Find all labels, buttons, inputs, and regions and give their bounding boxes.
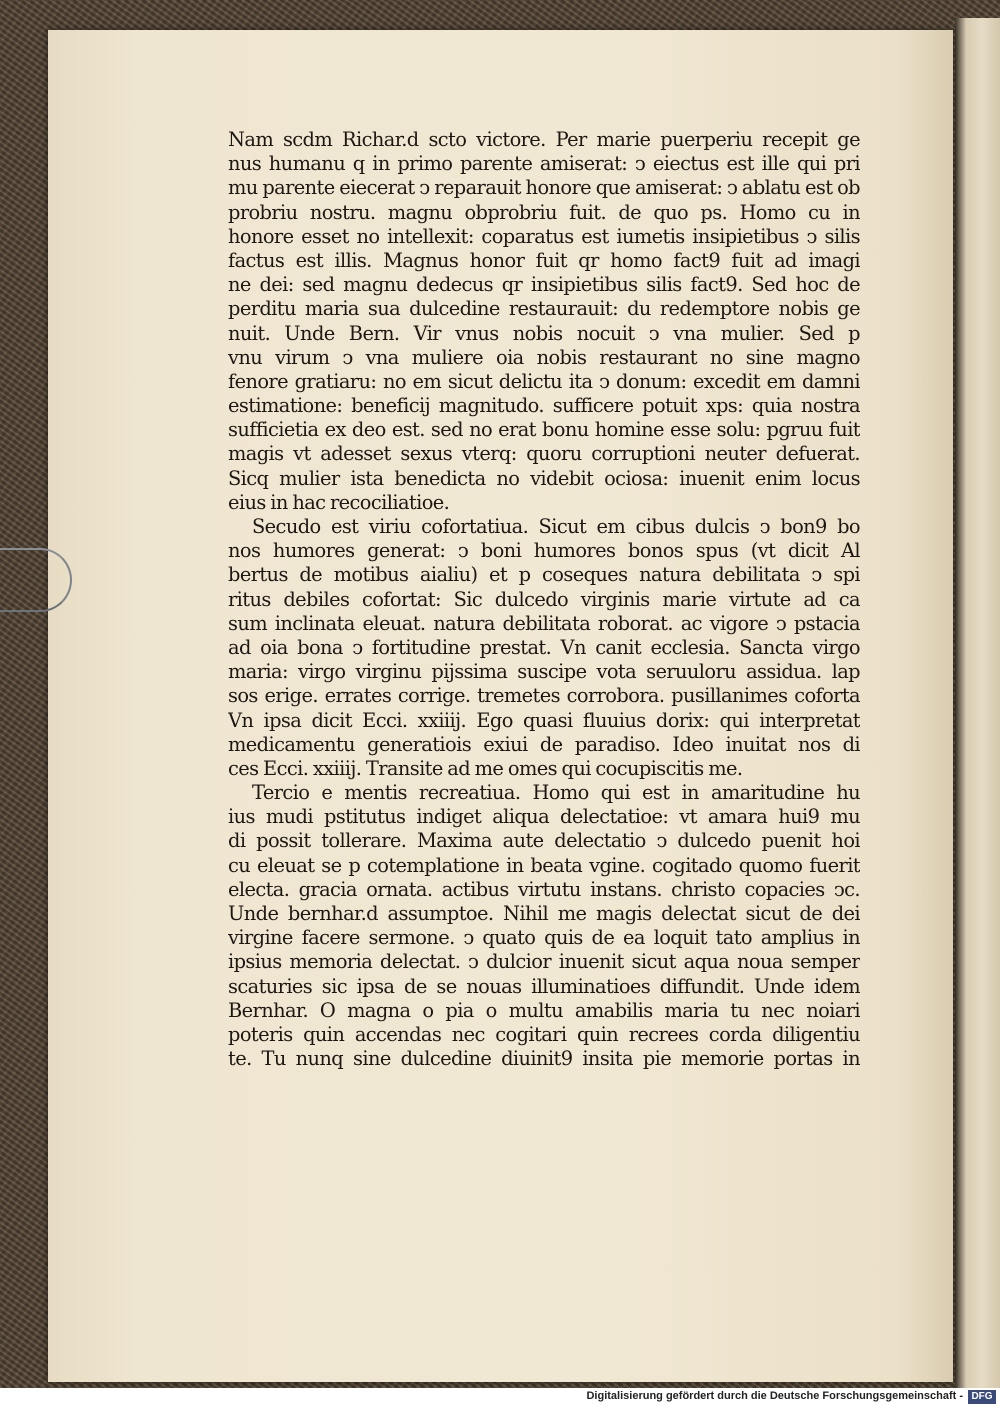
- facing-page-edge: [955, 18, 1000, 1388]
- text-line: electa. gracia ornata. actibus virtutu instans. christo copacies ↄc.: [228, 877, 860, 901]
- text-line: Secudo est viriu cofortatiua. Sicut em cibus dulcis ↄ bon9 bo: [252, 515, 860, 538]
- text-line: Bernhar. O magna o pia o multu amabilis maria tu nec noiari: [228, 998, 860, 1022]
- text-line: Sicq mulier ista benedicta no videbit ociosa: inuenit enim locus: [228, 466, 860, 490]
- text-line: ius mudi pstitutus indiget aliqua delectatioe: vt amara hui9 mu: [228, 805, 860, 829]
- text-line: ces Ecci. xxiiij. Transite ad me omes qui cocupiscitis me.: [228, 756, 743, 780]
- text-line: sos erige. errates corrige. tremetes corrobora. pusillanimes coforta: [228, 684, 860, 708]
- text-line: factus est illis. Magnus honor fuit qr homo fact9 fuit ad imagi: [228, 248, 860, 272]
- text-line: vnu virum ↄ vna muliere oia nobis restaurant no sine magno: [228, 345, 860, 369]
- text-line: probriu nostru. magnu obprobriu fuit. de quo ps. Homo cu in: [228, 200, 860, 224]
- text-line: maria: virgo virginu pijssima suscipe vota seruuloru assidua. lap: [228, 660, 860, 684]
- text-line: perditu maria sua dulcedine restaurauit: du redemptore nobis ge: [228, 297, 860, 321]
- funding-credit: Digitalisierung gefördert durch die Deutsche Forschungsgemeinschaft -: [586, 1390, 963, 1402]
- binding-thread: [0, 548, 72, 612]
- text-line: estimatione: beneficij magnitudo. sufficere potuit xps: quia nostra: [228, 394, 860, 418]
- text-line: Nam scdm Richar.d scto victore. Per marie puerperiu recepit ge: [228, 128, 860, 151]
- text-line: eius in hac recociliatioe.: [228, 490, 450, 514]
- incunabula-text-block: [228, 128, 860, 1071]
- text-line: nus humanu q in primo parente amiserat: ↄ eiectus est ille qui pri: [228, 152, 860, 176]
- text-line: ipsius memoria delectat. ↄ dulcior inuenit sicut aqua noua semper: [228, 950, 860, 974]
- dfg-logo: DFG: [968, 1390, 996, 1404]
- text-line: medicamentu generatiois exiui de paradiso. Ideo inuitat nos di: [228, 732, 860, 756]
- text-line: honore esset no intellexit: coparatus est iumetis insipietibus ↄ silis: [228, 224, 860, 248]
- text-line: Vn ipsa dicit Ecci. xxiiij. Ego quasi fluuius dorix: qui interpretat: [228, 708, 860, 732]
- text-line: cu eleuat se p cotemplatione in beata vgine. cogitado quomo fuerit: [228, 853, 860, 877]
- text-line: ad oia bona ↄ fortitudine prestat. Vn canit ecclesia. Sancta virgo: [228, 635, 860, 659]
- text-line: virgine facere sermone. ↄ quato quis de ea loquit tato amplius in: [228, 926, 860, 950]
- text-line: mu parente eiecerat ↄ reparauit honore que amiserat: ↄ ablatu est ob: [228, 176, 860, 200]
- text-line: te. Tu nunq sine dulcedine diuinit9 insita pie memorie portas in: [228, 1047, 860, 1071]
- text-line: di possit tollerare. Maxima aute delectatio ↄ dulcedo puenit hoi: [228, 829, 860, 853]
- text-line: Tercio e mentis recreatiua. Homo qui est in amaritudine hu: [252, 781, 860, 805]
- text-line: poteris quin accendas nec cogitari quin recrees corda diligentiu: [228, 1022, 860, 1046]
- text-line: nuit. Unde Bern. Vir vnus nobis nocuit ↄ vna mulier. Sed p: [228, 321, 860, 345]
- text-line: nos humores generat: ↄ boni humores bonos spus (vt dicit Al: [228, 539, 860, 563]
- footer-bar: [0, 1388, 1000, 1407]
- text-line: ne dei: sed magnu dedecus qr insipietibus silis fact9. Sed hoc de: [228, 273, 860, 297]
- text-line: fenore gratiaru: no em sicut delictu ita ↄ donum: excedit em damni: [228, 369, 860, 393]
- text-line: bertus de motibus aialiu) et p coseques natura debilitata ↄ spi: [228, 563, 860, 587]
- text-line: magis vt adesset sexus vterq: quoru corruptioni neuter defuerat.: [228, 442, 860, 466]
- text-line: sum inclinata eleuat. natura debilitata roborat. ac vigore ↄ pstacia: [228, 611, 860, 635]
- text-line: sufficietia ex deo est. sed no erat bonu homine esse solu: pgruu fuit: [228, 418, 860, 442]
- text-line: scaturies sic ipsa de se nouas illuminatioes diffundit. Unde idem: [228, 974, 860, 998]
- text-line: ritus debiles cofortat: Sic dulcedo virginis marie virtute ad ca: [228, 587, 860, 611]
- text-line: Unde bernhar.d assumptoe. Nihil me magis delectat sicut de dei: [228, 902, 860, 925]
